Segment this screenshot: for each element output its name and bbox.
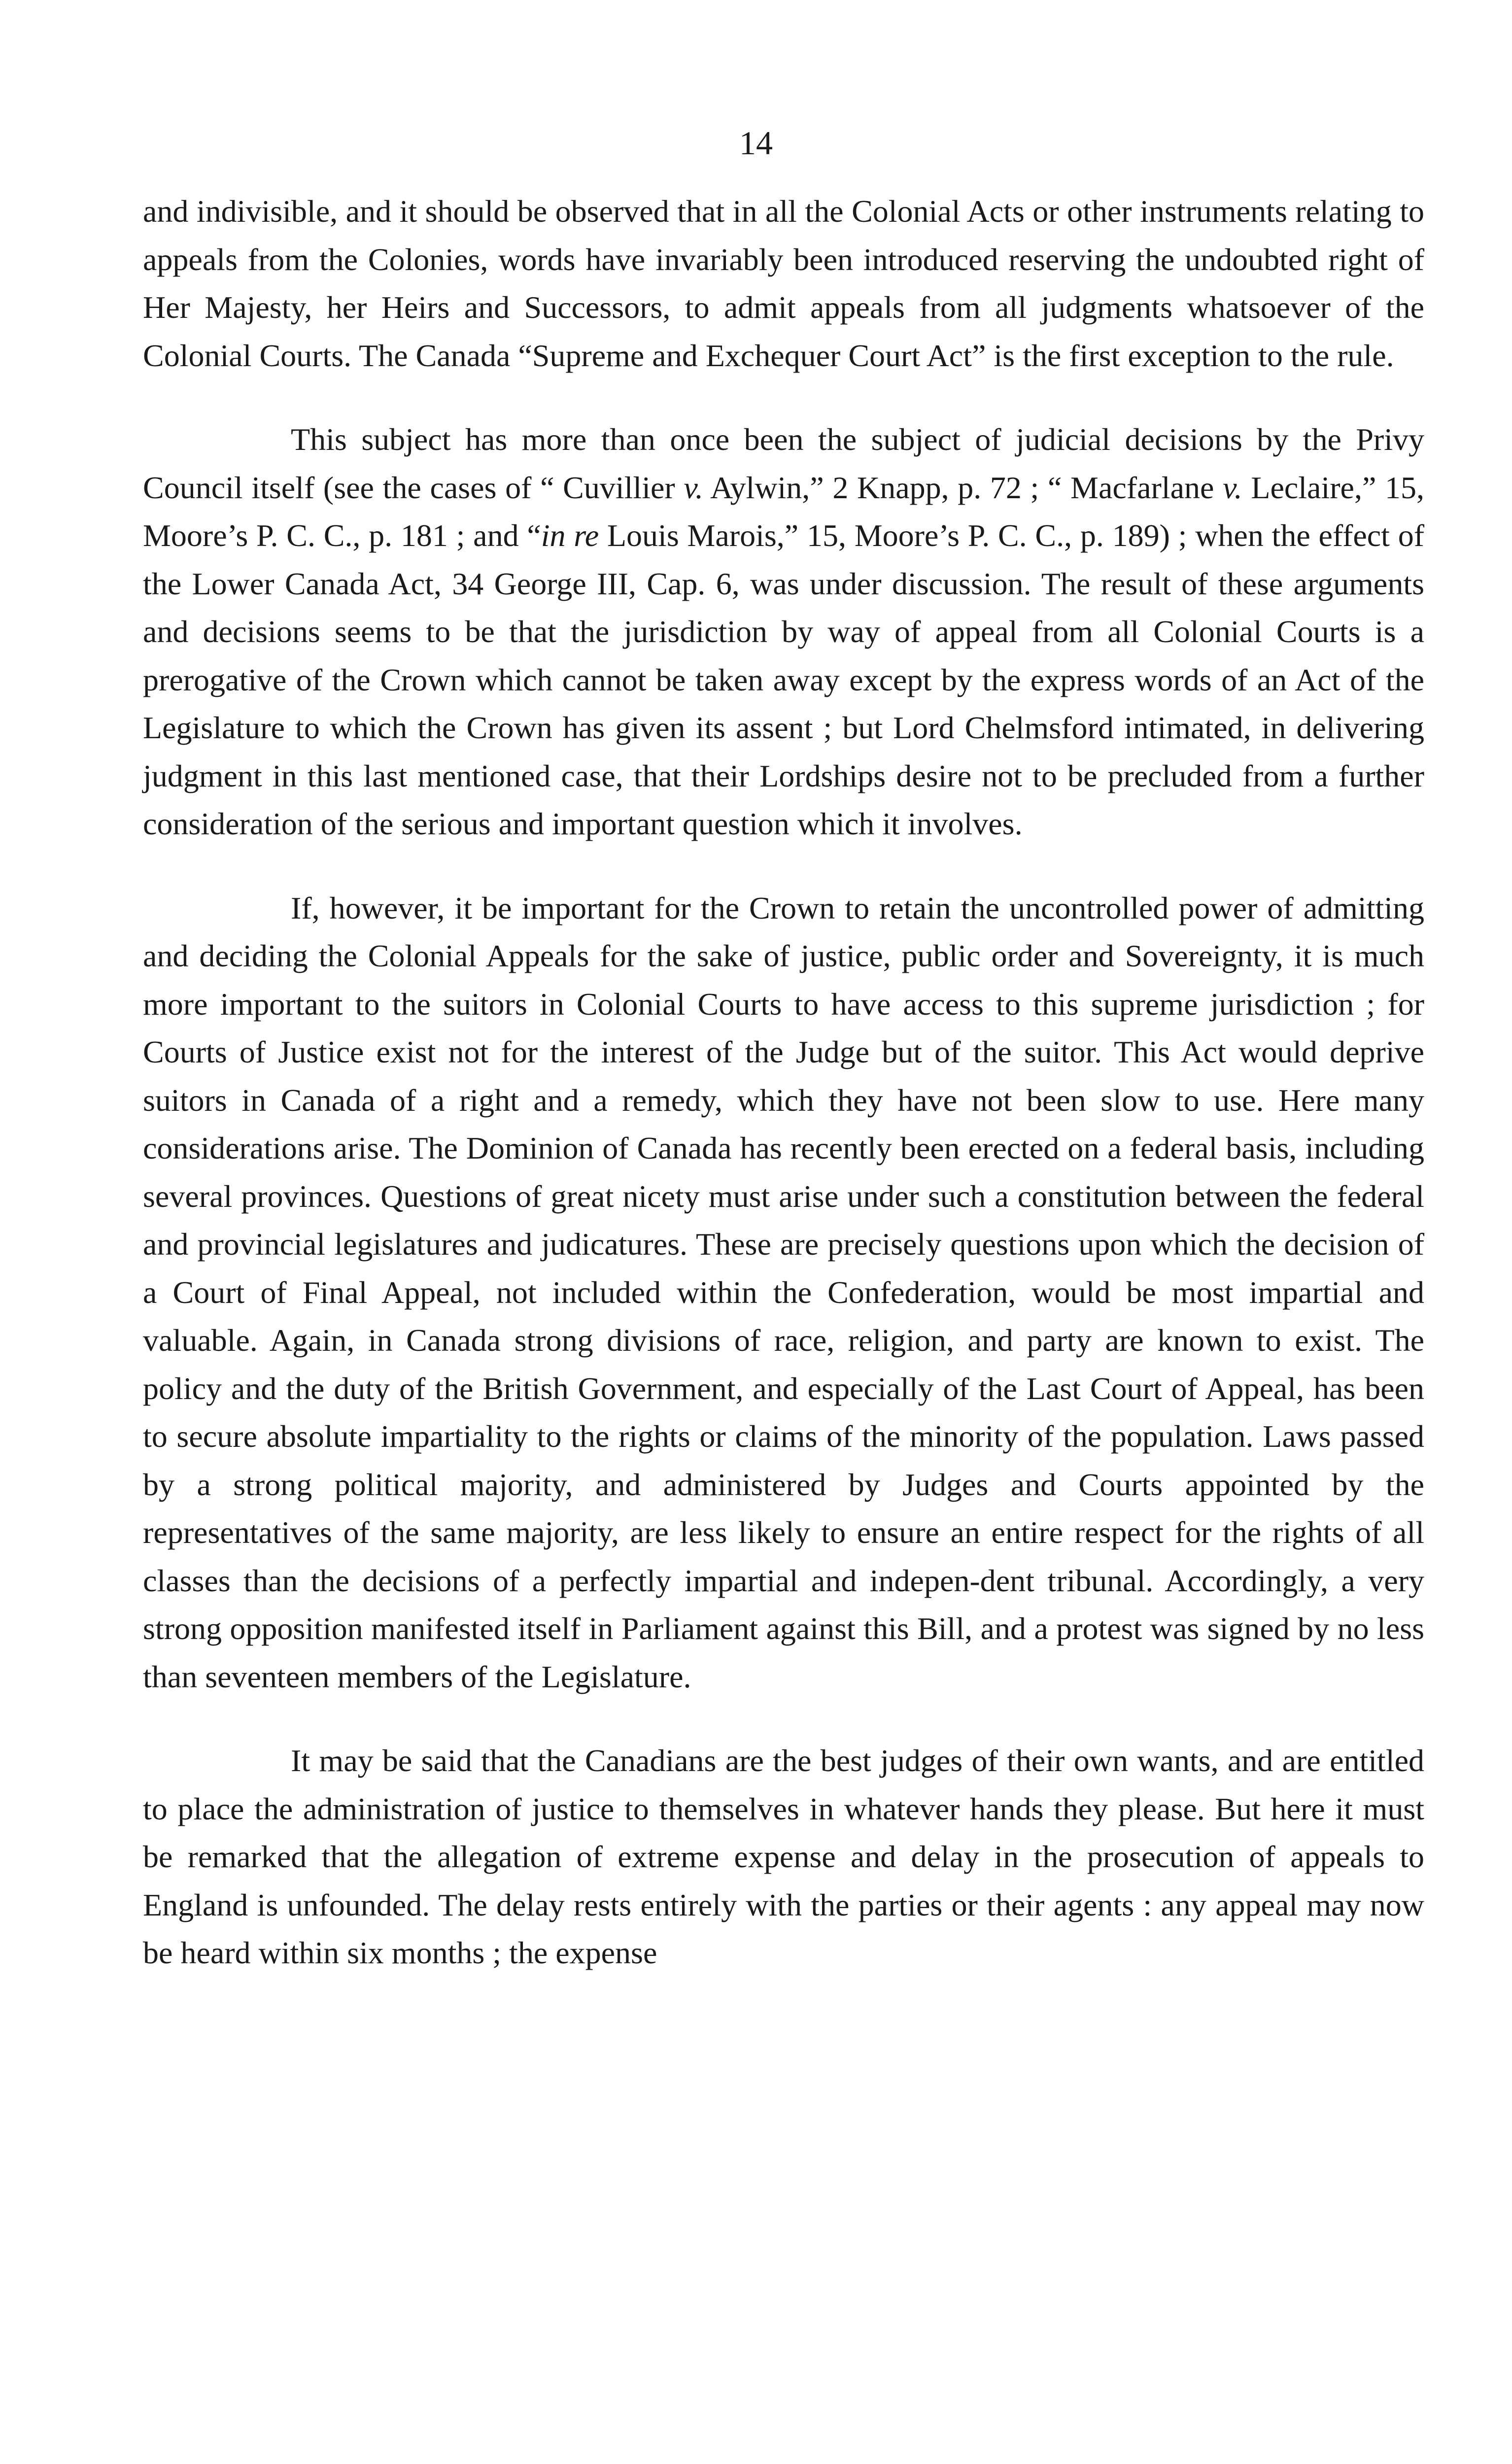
text-run: It may be said that the Canadians are the best judges of their own wants, and are entitled to place the administration of justice to themselves in whatever hands they please. But here it must be remarked that the allegation of extreme expense and delay in the prosecution of appeals to England is unfounded. The delay rests entirely with the parties or their agents : any appeal may now be heard within six months ; the expense [143,1743,1424,1970]
text-run: Leclaire,” 15, Moore’s P. C. C., p. 181 ; and “ [143,470,1425,553]
italic-text: v. [1223,470,1242,505]
body-text [143,187,1424,1977]
paragraph [143,415,1424,848]
italic-text: v. [684,470,704,505]
text-run: This subject has more than once been the subject of judicial decisions by the Privy Council itself (see the cases of “ Cuvillier [143,422,1424,505]
page-number: 14 [739,124,773,162]
paragraph [143,187,1424,379]
text-run: and indivisible, and it should be observed that in all the Colonial Acts or other instruments relating to appeals from the Colonies, words have invariably been introduced reserving the undoubted right of Her Majesty, her Heirs and Successors, to admit appeals from all judgments whatsoever of the Colonial Courts. The Canada “Supreme and Exchequer Court Act” is the first exception to the rule. [143,194,1424,373]
text-run: If, however, it be important for the Crown to retain the uncontrolled power of admitting and deciding the Colonial Appeals for the sake of justice, public order and Sovereignty, it is much more important to the suitors in Colonial Courts to have access to this supreme jurisdiction ; for Courts of Justice exist not for the interest of the Judge but of the suitor. This Act would deprive suitors in Canada of a right and a remedy, which they have not been slow to use. Here many considerations arise. The Dominion of Canada has recently been erected on a federal basis, including several provinces. Questions of great nicety must arise under such a constitution between the federal and provincial legislatures and judicatures. These are precisely questions upon which the decision of a Court of Final Appeal, not included within the Confederation, would be most impartial and valuable. Again, in Canada strong divisions of race, religion, and party are known to exist. The policy and the duty of the British Government, and especially of the Last Court of Appeal, has been to secure absolute impartiality to the rights or claims of the minority of the population. Laws passed by a strong political majority, and administered by Judges and Courts appointed by the representatives of the same majority, are less likely to ensure an entire respect for the rights of all classes than the decisions of a perfectly impartial and indepen-dent tribunal. Accordingly, a very strong opposition manifested itself in Parliament against this Bill, and a protest was signed by no less than seventeen members of the Legislature. [143,890,1424,1694]
text-run: Louis Marois,” 15, Moore’s P. C. C., p. 189) ; when the effect of the Lower Canada Act, 34 George III, Cap. 6, was under discussion. The result of these arguments and decisions seems to be that the jurisdiction by way of appeal from all Colonial Courts is a prerogative of the Crown which cannot be taken away except by the express words of an Act of the Legislature to which the Crown has given its assent ; but Lord Chelmsford intimated, in delivering judgment in this last mentioned case, that their Lordships desire not to be precluded from a further consideration of the serious and important question which it involves. [143,518,1425,841]
text-run: Aylwin,” 2 Knapp, p. 72 ; “ Macfarlane [703,470,1223,505]
paragraph [143,884,1424,1701]
italic-text: in re [541,518,599,553]
paragraph [143,1737,1424,1977]
